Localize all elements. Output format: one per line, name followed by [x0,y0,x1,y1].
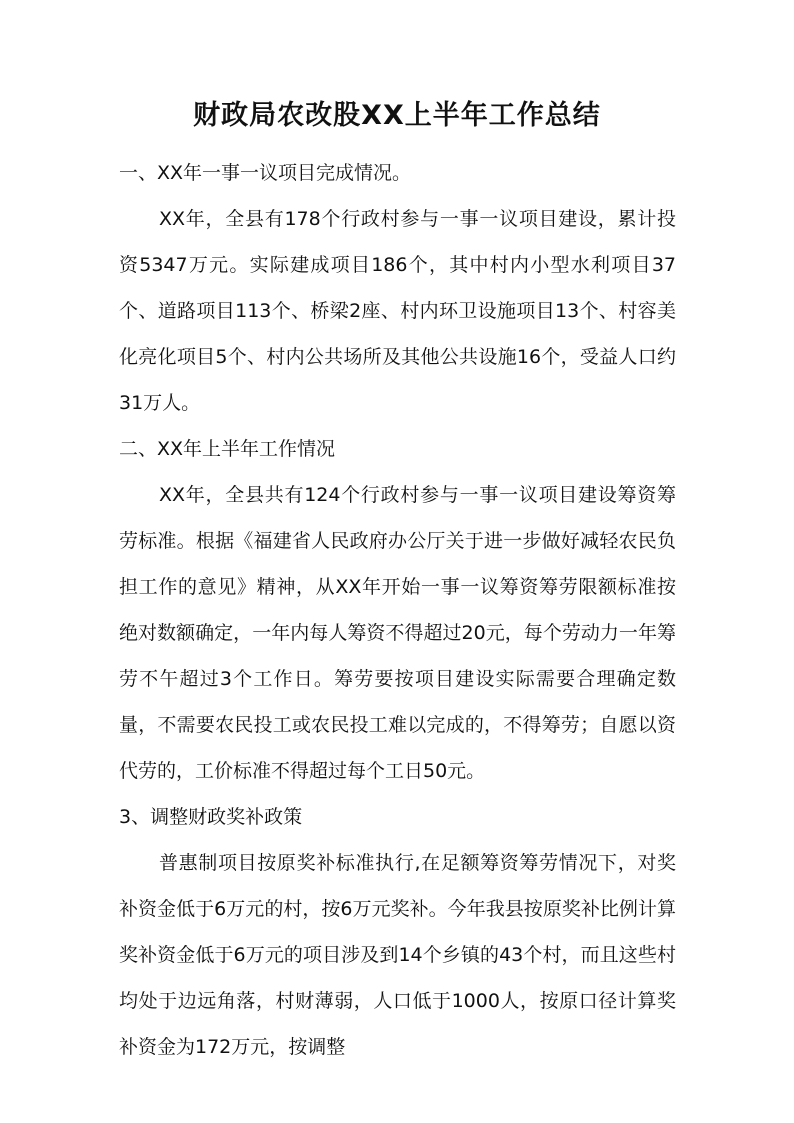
document-body [119,150,676,1070]
section-paragraph-2: XX年，全县共有124个行政村参与一事一议项目建设筹资筹劳标准。根据《福建省人民政府办公厅关于进一步做好减轻农民负担工作的意见》精神，从XX年开始一事一议筹资筹劳限额标准按绝对数额确定，一年内每人筹资不得超过20元，每个劳动力一年筹劳不午超过3个工作日。筹劳要按项目建设实际需要合理确定数量，不需要农民投工或农民投工难以完成的，不得筹劳；自愿以资代劳的，工价标准不得超过每个工日50元。 [119,484,676,782]
section-heading-2: 二、XX年上半年工作情况 [119,438,336,460]
section-paragraph-3: 普惠制项目按原奖补标准执行,在足额筹资筹劳情况下，对奖补资金低于6万元的村，按6万元奖补。今年我县按原奖补比例计算奖补资金低于6万元的项目涉及到14个乡镇的43个村，而且这些村均处于边远角落，村财薄弱，人口低于1000人，按原口径计算奖补资金为172万元，按调整 [119,852,676,1058]
section-paragraph-1: XX年，全县有178个行政村参与一事一议项目建设，累计投资5347万元。实际建成项目186个，其中村内小型水利项目37个、道路项目113个、桥梁2座、村内环卫设施项目13个、村容美化亮化项目5个、村内公共场所及其他公共设施16个，受益人口约31万人。 [119,208,676,414]
section-heading-1: 一、XX年一事一议项目完成情况。 [119,162,412,184]
section-heading-3: 3、调整财政奖补政策 [119,806,303,828]
document-title: 财政局农改股XX上半年工作总结 [193,100,601,131]
